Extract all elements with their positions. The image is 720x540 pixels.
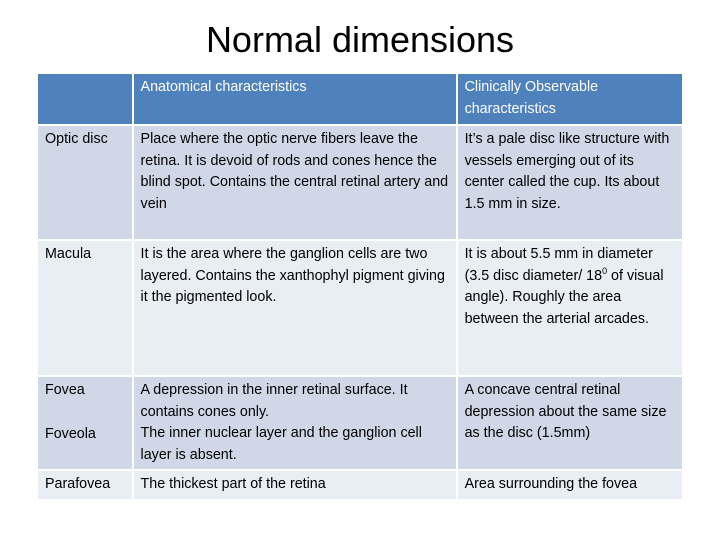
clinical-cell: It’s a pale disc like structure with vessels emerging out of its center called the cup. Its about 1.5 mm in size. — [457, 125, 683, 240]
header-cell-anatomical: Anatomical characteristics — [133, 73, 457, 125]
table-header-row — [37, 73, 683, 125]
anatomical-cell: Place where the optic nerve fibers leave the retina. It is devoid of rods and cones hence the blind spot. Contains the central retinal artery and vein — [133, 125, 457, 240]
clinical-text-after: of visual angle). Roughly the area between the arterial arcades. — [464, 267, 664, 327]
clinical-cell — [457, 240, 683, 376]
clinical-cell: A concave central retinal depression about the same size as the disc (1.5mm) — [457, 376, 683, 470]
anatomical-cell: It is the area where the ganglion cells are two layered. Contains the xanthophyl pigment giving it the pigmented look. — [133, 240, 457, 376]
clinical-text-before: It is about 5.5 mm in diameter (3.5 disc diameter/ 18 — [464, 246, 653, 284]
anatomical-cell — [133, 376, 457, 470]
table-row-macula — [37, 240, 683, 376]
row-label-stack — [37, 376, 133, 470]
anatomical-text-foveola: The inner nuclear layer and the ganglion cell layer is absent. — [140, 425, 422, 463]
row-label: Macula — [37, 240, 133, 376]
anatomical-cell: The thickest part of the retina — [133, 470, 457, 500]
header-cell-empty — [37, 73, 133, 125]
header-cell-clinical: Clinically Observable characteristics — [457, 73, 683, 125]
dimensions-table — [36, 72, 684, 501]
row-label: Parafovea — [37, 470, 133, 500]
slide-title: Normal dimensions — [205, 19, 515, 60]
clinical-cell: Area surrounding the fovea — [457, 470, 683, 500]
table-row-parafovea — [37, 470, 683, 500]
anatomical-text-fovea: A depression in the inner retinal surface. It contains cones only. — [140, 382, 408, 420]
table-row-fovea — [37, 376, 683, 470]
table-row-optic-disc — [37, 125, 683, 240]
row-label: Optic disc — [37, 125, 133, 240]
row-label-foveola: Foveola — [45, 425, 96, 442]
row-label-fovea: Fovea — [45, 382, 85, 398]
superscript-degree: 0 — [602, 265, 608, 276]
